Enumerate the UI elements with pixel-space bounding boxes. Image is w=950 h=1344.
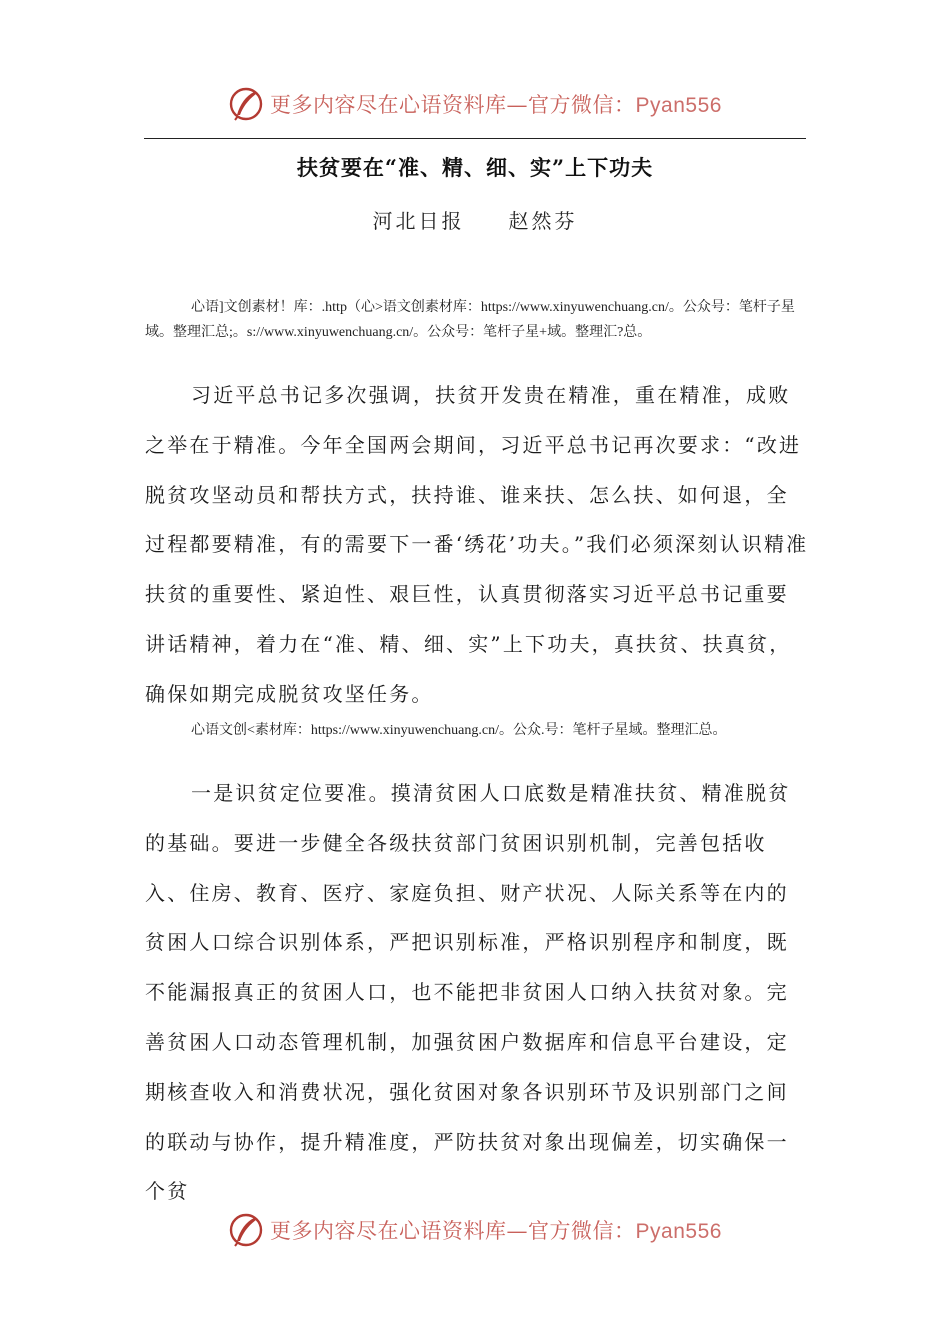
body-paragraph: 一是识贫定位要准。摸清贫困人口底数是精准扶贫、精准脱贫的基础。要进一步健全各级扶贫部门贫困识别机制，完善包括收入、住房、教育、医疗、家庭负担、财产状况、人际关系等在内的贫困人口综合识别体系，严把识别标准，严格识别程序和制度，既不能漏报真正的贫困人口，也不能把非贫困人口纳入扶贫对象。完善贫困人口动态管理机制，加强贫困户数据库和信息平台建设，定期核查收入和消费状况，强化贫困对象各识别环节及识别部门之间的联动与协作，提升精准度，严防扶贫对象出现偏差，切实确保一个贫 xyxy=(145,781,791,1204)
byline-source: 河北日报 xyxy=(372,209,465,233)
body-paragraph: 习近平总书记多次强调，扶贫开发贵在精准，重在精准，成败之举在于精准。今年全国两会期间，习近平总书记再次要求：“改进脱贫攻坚动员和帮扶方式，扶持谁、谁来扶、怎么扶、如何退，全过程都要精准，有的需要下一番‘绣花’功夫。”我们必须深刻认识精准扶贫的重要性、紧迫性、艰巨性，认真贯彻落实习近平总书记重要讲话精神，着力在“准、精、细、实”上下功夫，真扶贫、扶真贫，确保如期完成脱贫攻坚任务。 xyxy=(145,383,809,706)
header-banner xyxy=(0,82,950,126)
byline xyxy=(0,205,950,234)
header-rule xyxy=(144,138,806,139)
quill-logo-icon xyxy=(228,86,264,122)
quill-logo-icon xyxy=(228,1212,264,1248)
banner-prefix: 更多内容尽在心语资料库— xyxy=(270,1219,529,1243)
banner-wechat: Pyan556 xyxy=(635,94,722,117)
byline-author: 赵然芬 xyxy=(508,209,578,233)
banner-wechat: Pyan556 xyxy=(635,1220,722,1243)
watermark-note: 心语]文创素材！库：.http（心>语文创素材库：https://www.xinyuwenchuang.cn/。公众号：笔杆子星域。整理汇总;。s://www.xinyuwenchuang.cn/。公众号：笔杆子星+域。整理汇?总。 xyxy=(145,300,795,340)
article-title: 扶贫要在“准、精、细、实”上下功夫 xyxy=(296,155,654,180)
footer-banner xyxy=(0,1208,950,1252)
banner-label: 官方微信： xyxy=(528,93,636,117)
watermark-note: 心语文创<素材库：https://www.xinyuwenchuang.cn/。公众.号：笔杆子星域。整理汇总。 xyxy=(191,723,727,738)
banner-text xyxy=(270,1215,722,1245)
banner-text xyxy=(270,89,722,119)
banner-label: 官方微信： xyxy=(528,1219,636,1243)
banner-prefix: 更多内容尽在心语资料库— xyxy=(270,93,529,117)
